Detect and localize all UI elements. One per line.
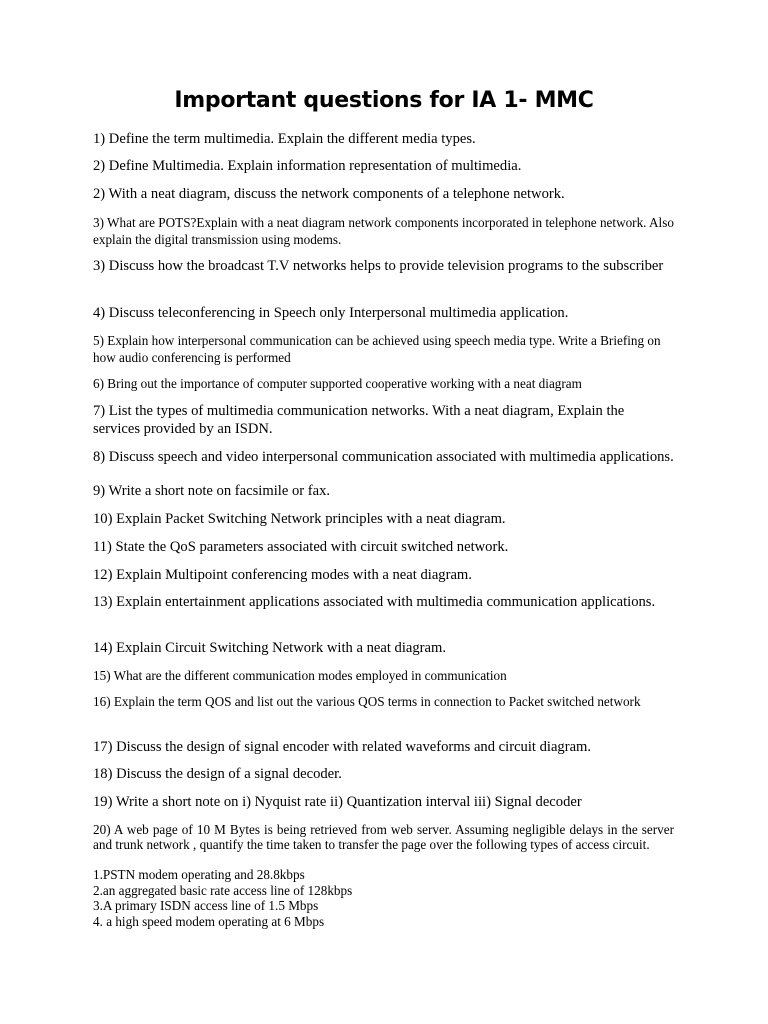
question-7: 5) Explain how interpersonal communication can be achieved using speech media type. Write a Briefing on how audio conferencing is performed	[93, 333, 661, 365]
question-20: 18) Discuss the design of a signal decoder.	[93, 766, 342, 782]
question-4: 3) What are POTS?Explain with a neat diagram network components incorporated in telephone network. Also explain the digital transmission using modems.	[93, 215, 674, 247]
question-16: 14) Explain Circuit Switching Network with a neat diagram.	[93, 640, 447, 656]
option-1: 1.PSTN modem operating and 28.8kbps	[93, 867, 305, 882]
question-2: 2) Define Multimedia. Explain information representation of multimedia.	[93, 158, 522, 174]
question-19: 17) Discuss the design of signal encoder with related waveforms and circuit diagram.	[93, 739, 592, 755]
question-6: 4) Discuss teleconferencing in Speech only Interpersonal multimedia application.	[93, 305, 569, 321]
option-2: 2.an aggregated basic rate access line of 128kbps	[93, 882, 353, 898]
question-18: 16) Explain the term QOS and list out the various QOS terms in connection to Packet switched network	[93, 694, 641, 709]
question-5: 3) Discuss how the broadcast T.V networks helps to provide television programs to the subscriber	[93, 258, 664, 274]
option-4: 4. a high speed modem operating at 6 Mbps	[93, 913, 325, 929]
question-11: 9) Write a short note on facsimile or fax.	[93, 483, 331, 499]
document-title: Important questions for IA 1- MMC	[174, 88, 594, 113]
question-8: 6) Bring out the importance of computer supported cooperative working with a neat diagram	[93, 376, 582, 391]
question-22-options	[93, 867, 674, 929]
question-3: 2) With a neat diagram, discuss the network components of a telephone network.	[93, 186, 565, 202]
option-3: 3.A primary ISDN access line of 1.5 Mbps	[93, 898, 319, 913]
question-13: 11) State the QoS parameters associated with circuit switched network.	[93, 539, 509, 555]
question-17: 15) What are the different communication modes employed in communication	[93, 668, 507, 683]
question-12: 10) Explain Packet Switching Network principles with a neat diagram.	[93, 511, 506, 527]
question-1: 1) Define the term multimedia. Explain the different media types.	[93, 131, 476, 147]
question-14: 12) Explain Multipoint conferencing modes with a neat diagram.	[93, 567, 472, 583]
question-22: 20) A web page of 10 M Bytes is being retrieved from web server. Assuming negligible delays in the server and trunk network , quantify the time taken to transfer the page over the following types of access circuit.	[93, 822, 674, 852]
question-10: 8) Discuss speech and video interpersonal communication associated with multimedia applications.	[93, 449, 674, 465]
question-15: 13) Explain entertainment applications associated with multimedia communication applications.	[93, 594, 656, 610]
question-21: 19) Write a short note on i) Nyquist rate ii) Quantization interval iii) Signal decoder	[93, 794, 582, 810]
question-9: 7) List the types of multimedia communication networks. With a neat diagram, Explain the services provided by an ISDN.	[93, 403, 625, 437]
